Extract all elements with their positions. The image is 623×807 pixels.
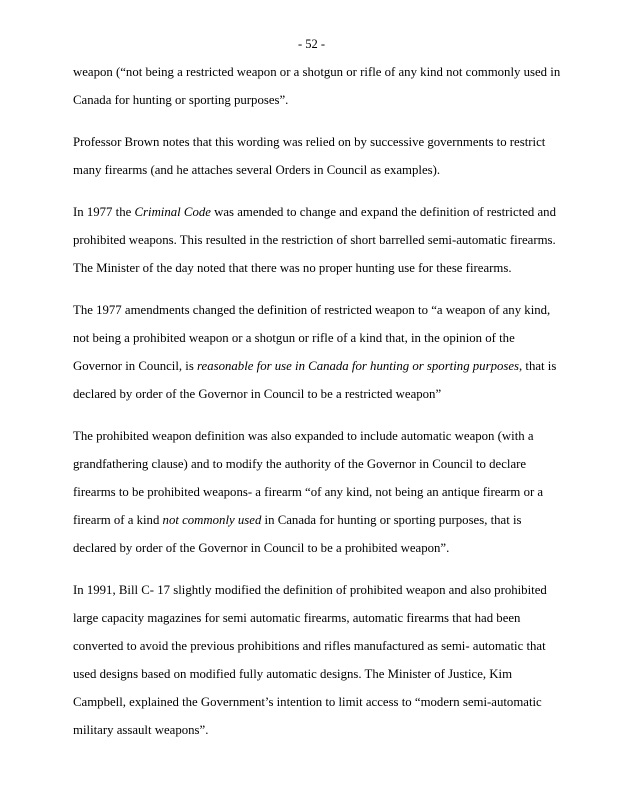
body-text <box>73 58 565 744</box>
paragraph-text: The prohibited weapon definition was also expanded to include automatic weapon (with a grandfathering clause) and to modify the authority of the Governor in Council to declare firearms to be prohibited weapons- a firearm “of any kind, not being an antique firearm or a firearm of a kind <box>73 429 544 527</box>
paragraph-6 <box>73 576 565 744</box>
paragraph-text: was amended to change and expand the definition of restricted and prohibited weapons. This resulted in the restriction of short barrelled semi-automatic firearms. The Minister of the day noted that there was no proper hunting use for these firearms. <box>73 205 556 275</box>
page-number: - 52 - <box>297 37 326 51</box>
paragraph-text: Professor Brown notes that this wording was relied on by successive governments to restrict many firearms (and he attaches several Orders in Council as examples). <box>73 135 546 177</box>
paragraph-5 <box>73 422 565 562</box>
paragraph-text: weapon (“not being a restricted weapon or a shotgun or rifle of any kind not commonly used in Canada for hunting or sporting purposes”. <box>73 65 561 107</box>
paragraph-3 <box>73 198 565 282</box>
paragraph-text: In 1991, Bill C- 17 slightly modified the definition of prohibited weapon and also prohibited large capacity magazines for semi automatic firearms, automatic firearms that had been converted to avoid the previous prohibitions and rifles manufactured as semi- automatic that used designs based on modified fully automatic designs. The Minister of Justice, Kim Campbell, explained the Government’s intention to limit access to “modern semi-automatic military assault weapons”. <box>73 583 547 737</box>
paragraph-1 <box>73 58 565 114</box>
paragraph-text: , that is declared by order of the Governor in Council to be a restricted weapon” <box>73 359 557 401</box>
paragraph-text: In 1977 the <box>73 205 135 219</box>
paragraph-text: The 1977 amendments changed the definition of restricted weapon to “a weapon of any kind, not being a prohibited weapon or a shotgun or rifle of a kind that, in the opinion of the Governor in Council, is <box>73 303 551 373</box>
italic-text: Criminal Code <box>134 205 211 219</box>
paragraph-4 <box>73 296 565 408</box>
italic-text: reasonable for use in Canada for hunting or sporting purposes <box>197 359 519 373</box>
paragraph-text: in Canada for hunting or sporting purposes, that is declared by order of the Governor in Council to be a prohibited weapon”. <box>73 513 522 555</box>
italic-text: not commonly used <box>162 513 262 527</box>
paragraph-2 <box>73 128 565 184</box>
